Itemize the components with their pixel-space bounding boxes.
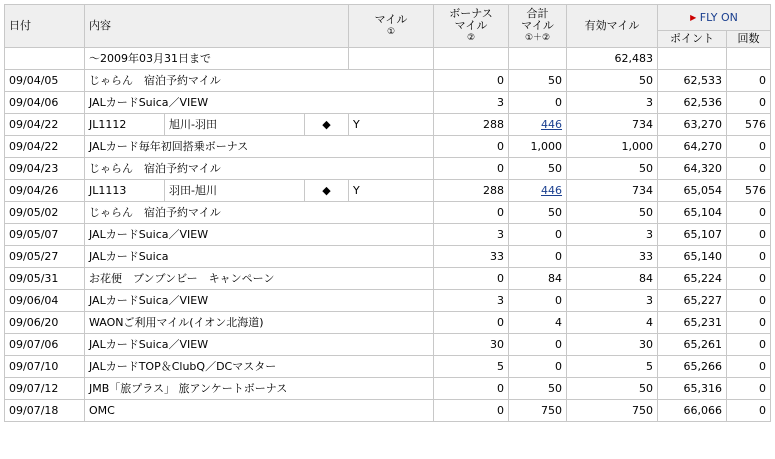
row-date: 09/04/06: [5, 92, 85, 114]
row-date: 09/04/05: [5, 70, 85, 92]
row-valid: 62,536: [658, 92, 727, 114]
row-total: 50: [567, 158, 658, 180]
row-total: 84: [567, 268, 658, 290]
row-mile: 0: [434, 312, 509, 334]
row-diamond-icon: ◆: [305, 180, 349, 202]
table-row: [5, 334, 771, 356]
row-point: 0: [727, 246, 771, 268]
table-row: [5, 356, 771, 378]
row-content: JALカードSuica／VIEW: [85, 92, 434, 114]
row-bonus: 50: [509, 70, 567, 92]
row-bonus: 84: [509, 268, 567, 290]
row-bonus: 0: [509, 334, 567, 356]
row-valid: 65,227: [658, 290, 727, 312]
row-point: 576: [727, 180, 771, 202]
col-flyon-header[interactable]: [658, 5, 771, 31]
row-bonus: 0: [509, 290, 567, 312]
row-flight-number: JL1112: [85, 114, 165, 136]
row-valid: 65,054: [658, 180, 727, 202]
row-bonus: 750: [509, 400, 567, 422]
row-bonus: 0: [509, 356, 567, 378]
row-bonus: 1,000: [509, 136, 567, 158]
row-total: 3: [567, 224, 658, 246]
row-bonus: 50: [509, 158, 567, 180]
row-total: 30: [567, 334, 658, 356]
row-content: JALカード毎年初回搭乗ボーナス: [85, 136, 434, 158]
bonus-detail-link[interactable]: 446: [541, 118, 563, 131]
col-total-header: [509, 5, 567, 48]
balance-valid: 62,483: [567, 48, 658, 70]
table-row: [5, 312, 771, 334]
row-valid: 65,261: [658, 334, 727, 356]
table-row: [5, 202, 771, 224]
row-total: 50: [567, 378, 658, 400]
row-mile: 33: [434, 246, 509, 268]
row-mile: 30: [434, 334, 509, 356]
row-date: 09/07/06: [5, 334, 85, 356]
balance-total-cell: [509, 48, 567, 70]
col-total-label1: 合計: [526, 7, 549, 20]
row-valid: 66,066: [658, 400, 727, 422]
row-bonus: 0: [509, 92, 567, 114]
row-content: OMC: [85, 400, 434, 422]
row-mile: 0: [434, 400, 509, 422]
table-row: [5, 400, 771, 422]
col-bonus-label2: マイル: [454, 19, 488, 32]
row-route: 羽田-旭川: [165, 180, 305, 202]
row-date: 09/07/10: [5, 356, 85, 378]
row-date: 09/06/20: [5, 312, 85, 334]
row-content: JALカードSuica／VIEW: [85, 334, 434, 356]
row-valid: 65,316: [658, 378, 727, 400]
row-total: 4: [567, 312, 658, 334]
row-valid: 64,270: [658, 136, 727, 158]
balance-bonus-cell: [434, 48, 509, 70]
row-date: 09/05/31: [5, 268, 85, 290]
row-bonus: 0: [509, 246, 567, 268]
col-bonus-label1: ボーナス: [449, 7, 493, 20]
table-header-row: [5, 5, 771, 31]
row-diamond-icon: ◆: [305, 114, 349, 136]
col-date-header: 日付: [5, 5, 85, 48]
row-mile: 5: [434, 356, 509, 378]
row-total: 3: [567, 92, 658, 114]
row-valid: 64,320: [658, 158, 727, 180]
row-total: 734: [567, 114, 658, 136]
flyon-label[interactable]: FLY ON: [699, 10, 738, 24]
row-bonus: [509, 180, 567, 202]
row-route: 旭川-羽田: [165, 114, 305, 136]
table-row: [5, 378, 771, 400]
row-mile: 3: [434, 290, 509, 312]
row-content: JALカードSuica: [85, 246, 434, 268]
col-content-header: 内容: [85, 5, 349, 48]
row-point: 0: [727, 224, 771, 246]
col-mile-marker: ①: [386, 27, 396, 37]
row-date: 09/04/22: [5, 114, 85, 136]
row-content: じゃらん 宿泊予約マイル: [85, 202, 434, 224]
row-total: 750: [567, 400, 658, 422]
col-count-header: 回数: [727, 31, 771, 48]
row-bonus: 50: [509, 202, 567, 224]
row-mile: 0: [434, 378, 509, 400]
row-point: 0: [727, 70, 771, 92]
row-total: 50: [567, 70, 658, 92]
table-row: [5, 180, 771, 202]
row-point: 0: [727, 136, 771, 158]
row-valid: 65,231: [658, 312, 727, 334]
row-point: 0: [727, 202, 771, 224]
balance-point-cell: [658, 48, 727, 70]
table-row: [5, 246, 771, 268]
row-point: 0: [727, 378, 771, 400]
row-class: Y: [349, 114, 434, 136]
bonus-detail-link[interactable]: 446: [541, 184, 563, 197]
row-point: 0: [727, 312, 771, 334]
row-bonus: 0: [509, 224, 567, 246]
col-bonus-header: [434, 5, 509, 48]
col-point-header: ポイント: [658, 31, 727, 48]
table-row: [5, 92, 771, 114]
col-total-label2: マイル: [521, 19, 554, 32]
row-valid: 63,270: [658, 114, 727, 136]
col-mile-label: マイル: [374, 13, 408, 26]
row-content: WAONご利用マイル(イオン北海道): [85, 312, 434, 334]
row-mile: 3: [434, 224, 509, 246]
col-mile-header: [349, 5, 434, 48]
row-date: 09/06/04: [5, 290, 85, 312]
row-mile: 0: [434, 158, 509, 180]
row-total: 734: [567, 180, 658, 202]
row-point: 0: [727, 334, 771, 356]
row-flight-number: JL1113: [85, 180, 165, 202]
balance-row: [5, 48, 771, 70]
row-date: 09/04/26: [5, 180, 85, 202]
row-valid: 65,266: [658, 356, 727, 378]
table-row: [5, 290, 771, 312]
row-valid: 65,224: [658, 268, 727, 290]
row-point: 0: [727, 356, 771, 378]
col-total-marker: ①＋②: [524, 33, 551, 43]
row-valid: 65,140: [658, 246, 727, 268]
row-point: 0: [727, 268, 771, 290]
row-point: 0: [727, 158, 771, 180]
row-date: 09/07/18: [5, 400, 85, 422]
table-row: [5, 268, 771, 290]
row-point: 0: [727, 290, 771, 312]
row-mile: 0: [434, 202, 509, 224]
row-date: 09/05/27: [5, 246, 85, 268]
row-mile: 0: [434, 268, 509, 290]
balance-date-cell: [5, 48, 85, 70]
row-point: 576: [727, 114, 771, 136]
col-bonus-marker: ②: [466, 33, 476, 43]
balance-count-cell: [727, 48, 771, 70]
row-valid: 65,104: [658, 202, 727, 224]
table-row: [5, 136, 771, 158]
table-row: [5, 224, 771, 246]
row-total: 1,000: [567, 136, 658, 158]
row-mile: 0: [434, 136, 509, 158]
row-total: 50: [567, 202, 658, 224]
balance-mile-cell: [349, 48, 434, 70]
row-mile: 0: [434, 70, 509, 92]
row-date: 09/04/22: [5, 136, 85, 158]
balance-label: ～2009年03月31日まで: [85, 48, 349, 70]
row-date: 09/04/23: [5, 158, 85, 180]
row-total: 3: [567, 290, 658, 312]
row-bonus: 4: [509, 312, 567, 334]
row-bonus: [509, 114, 567, 136]
table-row: [5, 114, 771, 136]
row-date: 09/05/02: [5, 202, 85, 224]
row-date: 09/07/12: [5, 378, 85, 400]
table-body: [5, 70, 771, 422]
row-content: お花便 ブンブンビー キャンペーン: [85, 268, 434, 290]
row-content: JMB「旅プラス」 旅アンケートボーナス: [85, 378, 434, 400]
row-total: 5: [567, 356, 658, 378]
row-content: JALカードSuica／VIEW: [85, 290, 434, 312]
row-content: じゃらん 宿泊予約マイル: [85, 158, 434, 180]
row-valid: 65,107: [658, 224, 727, 246]
row-content: JALカードSuica／VIEW: [85, 224, 434, 246]
row-point: 0: [727, 92, 771, 114]
row-mile: 288: [434, 180, 509, 202]
col-valid-header: 有効マイル: [567, 5, 658, 48]
row-bonus: 50: [509, 378, 567, 400]
table-row: [5, 158, 771, 180]
row-point: 0: [727, 400, 771, 422]
table-row: [5, 70, 771, 92]
row-class: Y: [349, 180, 434, 202]
row-total: 33: [567, 246, 658, 268]
row-content: JALカードTOP＆ClubQ／DCマスター: [85, 356, 434, 378]
row-content: じゃらん 宿泊予約マイル: [85, 70, 434, 92]
triangle-right-icon: ▶: [690, 12, 697, 22]
row-mile: 3: [434, 92, 509, 114]
row-mile: 288: [434, 114, 509, 136]
mileage-history-table: [4, 4, 771, 422]
row-date: 09/05/07: [5, 224, 85, 246]
row-valid: 62,533: [658, 70, 727, 92]
